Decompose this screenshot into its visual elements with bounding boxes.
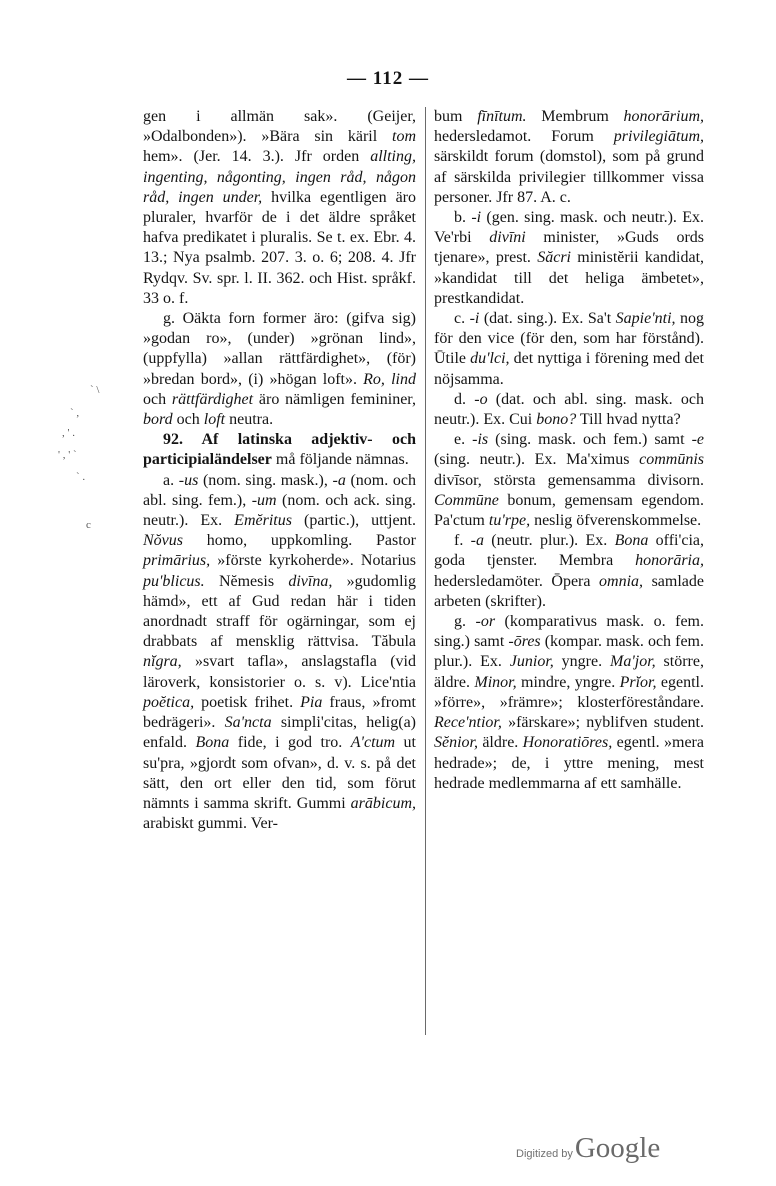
google-logo: Google bbox=[574, 1132, 661, 1164]
scan-speck: ' , ' ` bbox=[58, 449, 77, 461]
right-column bbox=[434, 107, 704, 794]
scan-speck: ` , bbox=[70, 407, 80, 419]
paragraph: g. Oäkta forn former äro: (gifva sig) »godan ro», (under) »grönan lind», (uppfylla) »allan rättfärdighet», (för) »bredan bord», (i) »högan loft». Ro, lind och rättfärdighet äro nämligen femininer, bord och loft neutra. bbox=[143, 310, 416, 429]
paragraph: b. -i (gen. sing. mask. och neutr.). Ex. Ve'rbi divīni minister, »Guds ords tjenare», prest. Săcri ministĕrii kandidat, »kandidat till det heliga ämbetet», prestkandidat. bbox=[434, 209, 705, 307]
page-number: — 112 — bbox=[347, 68, 429, 89]
paragraph: f. -a (neutr. plur.). Ex. Bona offi'cia, goda tjenster. Membra honorāria, hedersledamöter. Ōpera omnia, samlade arbeten (skrifter). bbox=[434, 532, 705, 610]
section-paragraph: 92. Af latinska adjektiv- och participialändelser må följande nämnas. bbox=[143, 431, 416, 469]
digitized-by-label: Digitized by bbox=[516, 1148, 573, 1160]
left-column bbox=[143, 107, 416, 834]
paragraph: e. -is (sing. mask. och fem.) samt -e (sing. neutr.). Ex. Ma'ximus commūnis divīsor, största gemensamma divisorn. Commūne bonum, gemensam egendom. Pa'ctum tu'rpe, neslig öfverenskommelse. bbox=[434, 431, 704, 530]
column-divider bbox=[425, 107, 426, 1035]
scan-speck: ` . bbox=[76, 471, 86, 483]
paragraph: c. -i (dat. sing.). Ex. Sa't Sapie'nti, nog för den vice (för den, som har förstånd). Ūtile du'lci, det nyttiga i förening med det nöjsamma. bbox=[434, 310, 704, 388]
digitized-by-google-watermark bbox=[516, 1132, 660, 1168]
scan-speck: c bbox=[86, 519, 91, 531]
paragraph: a. -us (nom. sing. mask.), -a (nom. och abl. sing. fem.), -um (nom. och ack. sing. neutr.). Ex. Emĕritus (partic.), uttjent. Nŏvus homo, uppkomling. Pastor primārius, »förste kyrkoherde». Notarius pu'blicus. Nĕmesis divīna, »gudomlig hämd», ett af Gud redan här i tiden anordnadt straff för ogärningar, som ej drabbats af mensklig rättvisa. Tăbula nĭgra, »svart tafla», anslagstafla (vid läroverk, konsistorier o. s. v). Lice'ntia poĕtica, poetisk frihet. Pia fraus, »fromt bedrägeri». Sa'ncta simpli'citas, helig(a) enfald. Bona fide, i god tro. A'ctum ut su'pra, »gjordt som ofvan», d. v. s. på det sätt, den ort eller den tid, som förut nämnts i samma skrift. Gummi arābicum, arabiskt gummi. Ver- bbox=[143, 471, 417, 833]
paragraph: bum fīnītum. Membrum honorārium, hedersledamot. Forum privilegiātum, särskildt forum (domstol), som på grund af särskilda privilegier tillkommer vissa personer. Jfr 87. A. c. bbox=[434, 108, 704, 206]
section-heading: 92. Af latinska adjektiv- och participialändelser bbox=[143, 431, 416, 469]
paragraph: gen i allmän sak». (Geijer, »Odalbonden»). »Bära sin käril tom hem». (Jer. 14. 3.). Jfr orden allting, ingenting, någonting, ingen råd, någon råd, ingen under, hvilka egentligen äro pluraler, hvarför de i det äldre språket hafva predikatet i pluralis. Se t. ex. Ebr. 4. 13.; Nya psalmb. 207. 3. o. 6; 208. 4. Jfr Rydqv. Sv. spr. l. II. 362. och Hist. språkf. 33 o. f. bbox=[143, 108, 416, 307]
scan-speck: , ' . bbox=[62, 427, 75, 439]
paragraph: d. -o (dat. och abl. sing. mask. och neutr.). Ex. Cui bono? Till hvad nytta? bbox=[434, 390, 704, 429]
paragraph: g. -or (komparativus mask. o. fem. sing.) samt -ōres (kompar. mask. och fem. plur.). Ex. Junior, yngre. Ma'jor, större, äldre. Minor, mindre, yngre. Prĭor, egentl. »förre», »främre»; klosterföreståndare. Rece'ntior, »färskare»; nyblifven student. Sĕnior, äldre. Honoratiōres, egentl. »mera hedrade»; de, i yttre mening, mest hedrade medlemmarna af ett samhälle. bbox=[434, 613, 705, 792]
scan-speck: ` \ bbox=[90, 384, 100, 396]
